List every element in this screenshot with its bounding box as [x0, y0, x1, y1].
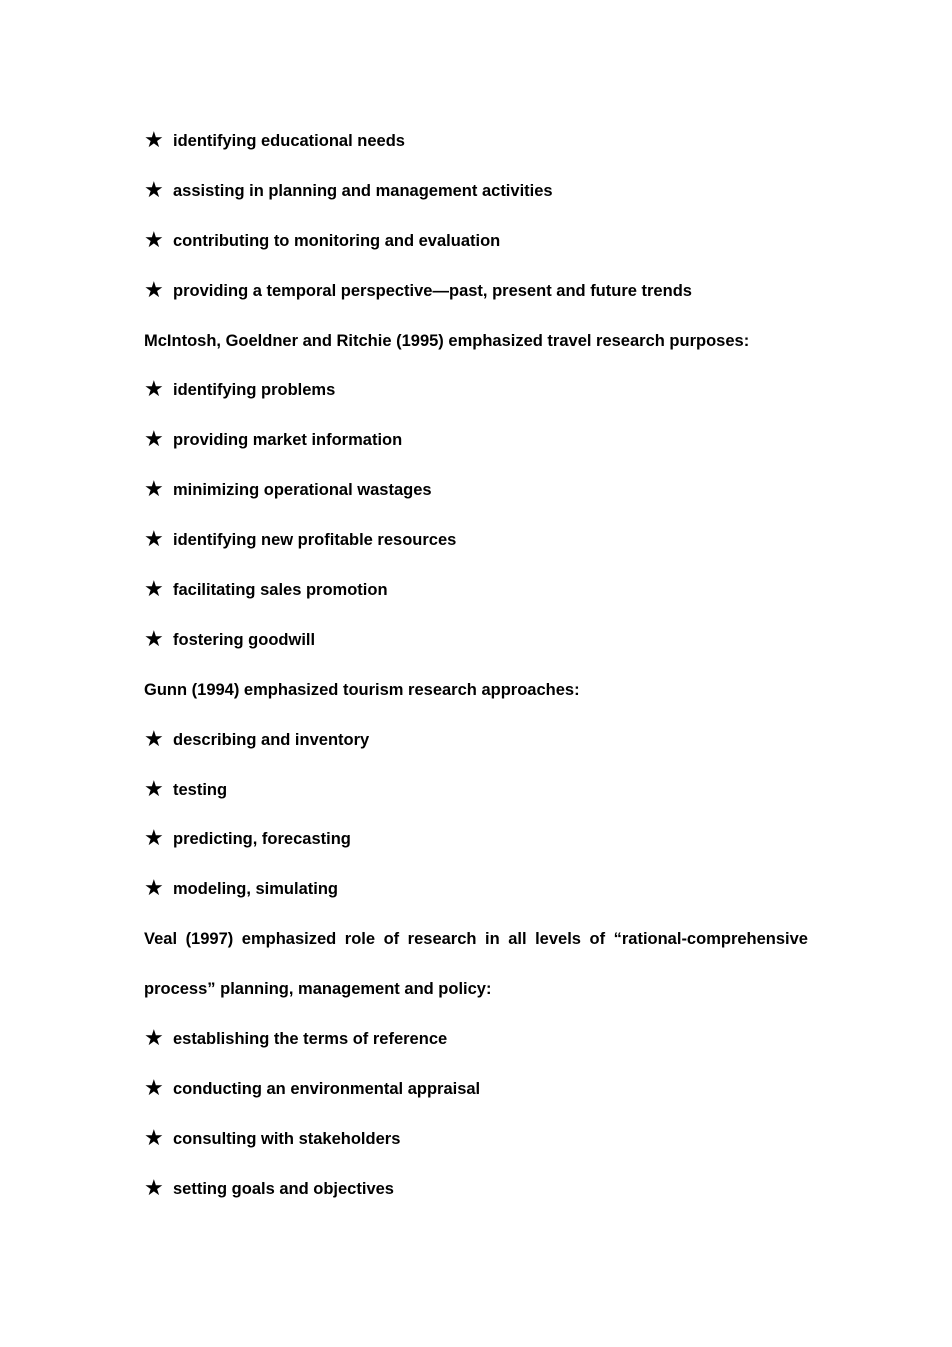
list-item-text: testing: [173, 780, 228, 799]
star-icon: ★: [144, 1174, 164, 1200]
star-icon: ★: [144, 426, 164, 452]
star-icon: ★: [144, 875, 164, 901]
star-icon: ★: [144, 276, 164, 302]
list-item-text: providing a temporal perspective—past, present and future trends: [173, 281, 692, 300]
list-item-text: identifying educational needs: [173, 132, 405, 150]
list-item: [144, 1126, 808, 1176]
list-item-text: providing market information: [173, 431, 403, 450]
list-item: [144, 477, 808, 527]
list-item: [144, 577, 808, 627]
list-item: [144, 1026, 808, 1076]
list-item-text: assisting in planning and management activities: [173, 181, 553, 200]
star-icon: ★: [144, 1025, 164, 1051]
star-icon: ★: [144, 576, 164, 602]
list-item-text: contributing to monitoring and evaluation: [173, 231, 501, 250]
paragraph-line: Gunn (1994) emphasized tourism research approaches:: [144, 680, 580, 699]
list-item-text: consulting with stakeholders: [173, 1129, 401, 1148]
list-item: [144, 427, 808, 477]
list-item: [144, 1176, 808, 1226]
list-item-text: fostering goodwill: [173, 630, 316, 649]
list-item-text: identifying problems: [173, 381, 336, 400]
star-icon: ★: [144, 176, 164, 202]
list-item-text: facilitating sales promotion: [173, 581, 388, 600]
star-icon: ★: [144, 1074, 164, 1100]
list-item: [144, 627, 808, 677]
list-item: [144, 1076, 808, 1126]
star-icon: ★: [144, 825, 164, 851]
list-item-text: setting goals and objectives: [173, 1179, 394, 1198]
list-item-text: conducting an environmental appraisal: [173, 1079, 481, 1098]
star-icon: ★: [144, 725, 164, 751]
star-icon: ★: [144, 625, 164, 651]
star-icon: ★: [144, 526, 164, 552]
list-item: [144, 527, 808, 577]
document-page: [144, 128, 808, 1226]
list-item: [144, 876, 808, 926]
star-icon: ★: [144, 376, 164, 402]
star-icon: ★: [144, 775, 164, 801]
paragraph-line: process” planning, management and policy:: [144, 980, 492, 999]
list-item: [144, 826, 808, 876]
list-item: [144, 278, 808, 328]
list-item-text: identifying new profitable resources: [173, 531, 457, 550]
list-item-text: minimizing operational wastages: [173, 481, 432, 500]
list-item: [144, 228, 808, 278]
list-item-text: describing and inventory: [173, 730, 370, 749]
paragraph-line: Veal (1997) emphasized role of research in all levels of “rational-comprehensive: [144, 930, 808, 949]
star-icon: ★: [144, 226, 164, 252]
paragraph-line: McIntosh, Goeldner and Ritchie (1995) emphasized travel research purposes:: [144, 331, 750, 350]
list-item-text: establishing the terms of reference: [173, 1030, 448, 1049]
list-item-text: predicting, forecasting: [173, 830, 351, 849]
list-item: [144, 377, 808, 427]
list-item: [144, 727, 808, 777]
list-item: [144, 178, 808, 228]
list-item: [144, 128, 808, 178]
star-icon: ★: [144, 476, 164, 502]
star-icon: ★: [144, 127, 164, 152]
star-icon: ★: [144, 1124, 164, 1150]
list-item-text: modeling, simulating: [173, 880, 339, 899]
list-item: [144, 777, 808, 827]
